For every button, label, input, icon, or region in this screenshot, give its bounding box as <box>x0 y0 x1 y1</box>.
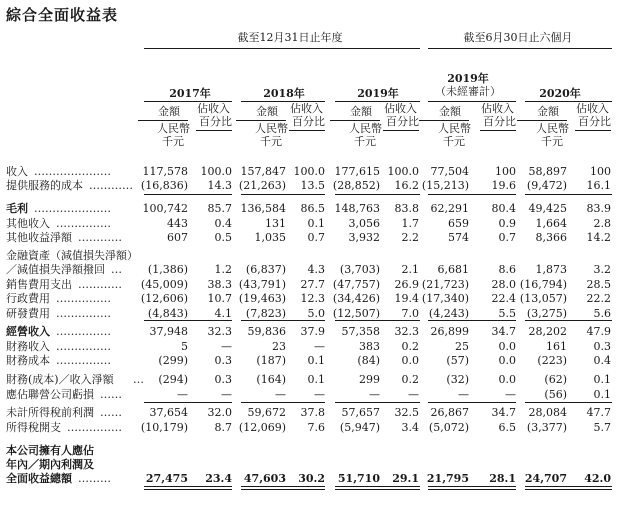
rmb-unit-line2: 千元 <box>443 135 465 148</box>
percent-cell: 4.1 <box>214 307 232 320</box>
amount-cell: (299) <box>158 354 188 367</box>
amount-cell: 177,615 <box>334 165 380 178</box>
amount-cell: 3,932 <box>348 231 380 244</box>
percent-cell: 1.7 <box>401 217 419 230</box>
percent-cell: 13.5 <box>300 179 325 192</box>
year-heading: 2020年 <box>539 87 581 100</box>
amount-cell: (7,823) <box>245 307 286 320</box>
percent-cell: 28.1 <box>489 472 516 485</box>
percent-cell: 2.2 <box>401 231 419 244</box>
percent-cell: 5.6 <box>593 307 611 320</box>
rmb-unit-line2: 千元 <box>354 135 376 148</box>
amount-cell: (4,243) <box>428 307 469 320</box>
percent-cell: 7.6 <box>307 421 325 434</box>
percent-cell: 47.9 <box>586 325 611 338</box>
percent-cell: 14.3 <box>207 179 232 192</box>
amount-cell: (1,386) <box>147 263 188 276</box>
percent-cell: 8.6 <box>498 263 516 276</box>
percent-cell: 0.9 <box>498 217 516 230</box>
leader-dots: …… <box>100 406 122 419</box>
percent-cell: — <box>314 388 325 401</box>
leader-dots: …………… <box>56 340 111 353</box>
percent-cell: 5.0 <box>307 307 325 320</box>
percent-cell: 2.8 <box>593 217 611 230</box>
percent-cell: — <box>314 340 325 353</box>
leader-dots: …………… <box>56 325 111 338</box>
amount-cell: (28,852) <box>332 179 380 192</box>
amount-cell: (16,794) <box>519 278 567 291</box>
percent-cell: 0.4 <box>593 354 611 367</box>
row-label: 研發費用 <box>6 307 50 320</box>
amount-cell: 607 <box>167 231 188 244</box>
percent-cell: 0.3 <box>593 340 611 353</box>
amount-cell: 24,707 <box>524 472 567 485</box>
amount-cell: (56) <box>544 388 567 401</box>
amount-cell: (12,069) <box>238 421 286 434</box>
row-label: 其他收益淨額 <box>6 231 72 244</box>
amount-cell: (84) <box>357 354 380 367</box>
percent-cell: 0.1 <box>593 388 611 401</box>
amount-cell: (32) <box>446 373 469 386</box>
percent-cell: 0.3 <box>214 354 232 367</box>
leader-dots: ………… <box>78 278 122 291</box>
percent-cell: 28.0 <box>491 278 516 291</box>
subheader-rule <box>383 130 419 131</box>
percent-cell: — <box>221 388 232 401</box>
amount-cell: 3,056 <box>348 217 380 230</box>
row-label: 金融資產（減值損失淨額） <box>6 249 138 262</box>
leader-dots: …………… <box>56 292 111 305</box>
percent-cell: 3.4 <box>401 421 419 434</box>
percent-cell: 0.7 <box>307 231 325 244</box>
amount-cell: (13,057) <box>519 292 567 305</box>
amount-cell: 25 <box>455 340 469 353</box>
pct-col-header-line2: 百分比 <box>483 115 516 128</box>
total-double-rule <box>428 486 516 490</box>
leader-dots: … <box>111 263 122 276</box>
amount-cell: 1,664 <box>535 217 567 230</box>
amount-cell: 6,681 <box>437 263 469 276</box>
pct-col-header-line2: 百分比 <box>292 115 325 128</box>
amount-cell: 148,763 <box>334 202 380 215</box>
percent-cell: 30.2 <box>298 472 325 485</box>
amount-cell: (294) <box>158 373 188 386</box>
total-double-rule <box>241 486 325 490</box>
amount-cell: 574 <box>448 231 469 244</box>
row-label: 所得稅開支 <box>6 421 61 434</box>
amount-cell: (16,836) <box>140 179 188 192</box>
amount-cell: (9,472) <box>526 179 567 192</box>
percent-cell: 0.1 <box>307 354 325 367</box>
amount-cell: 47,603 <box>243 472 286 485</box>
percent-cell: 100 <box>495 165 516 178</box>
row-label: 行政費用 <box>6 292 50 305</box>
rmb-unit-line1: 人民幣 <box>536 122 569 135</box>
row-label: 收入 <box>6 165 28 178</box>
subtotal-rule <box>335 320 420 321</box>
rmb-unit-line1: 人民幣 <box>349 122 382 135</box>
subheader-rule <box>517 120 567 121</box>
subtotal-rule <box>525 320 612 321</box>
amount-cell: 21,795 <box>426 472 469 485</box>
amount-cell: 59,672 <box>247 406 286 419</box>
pct-col-header-line1: 佔收入 <box>384 102 417 115</box>
percent-cell: 12.3 <box>300 292 325 305</box>
amount-cell: 57,358 <box>341 325 380 338</box>
amount-cell: (3,703) <box>339 263 380 276</box>
amount-cell: (5,072) <box>428 421 469 434</box>
total-double-rule <box>144 486 232 490</box>
percent-cell: 0.0 <box>401 354 419 367</box>
row-label: 財務(成本)／收入淨額 <box>6 373 114 386</box>
pct-col-header-line1: 佔收入 <box>576 102 609 115</box>
amount-cell: (187) <box>256 354 286 367</box>
percent-cell: 3.2 <box>593 263 611 276</box>
amount-cell: 59,836 <box>247 325 286 338</box>
amount-cell: 23 <box>272 340 286 353</box>
percent-cell: — <box>505 388 516 401</box>
subtotal-rule <box>241 194 325 195</box>
amount-cell: 58,897 <box>528 165 567 178</box>
pct-col-header-line1: 佔收入 <box>481 102 514 115</box>
percent-cell: 0.1 <box>307 373 325 386</box>
percent-cell: 23.4 <box>205 472 232 485</box>
row-label: 全面收益總額 <box>6 472 72 485</box>
amount-col-header: 金額 <box>350 105 372 118</box>
amount-cell: 8,366 <box>535 231 567 244</box>
amount-cell: (3,377) <box>526 421 567 434</box>
percent-cell: 100.0 <box>200 165 232 178</box>
subheader-rule <box>196 130 232 131</box>
subheader-rule <box>419 120 469 121</box>
percent-cell: 32.3 <box>394 325 419 338</box>
percent-cell: 0.3 <box>214 373 232 386</box>
percent-cell: 28.5 <box>586 278 611 291</box>
percent-cell: 5.5 <box>498 307 516 320</box>
percent-cell: 26.9 <box>394 278 419 291</box>
leader-dots: …………… <box>67 421 122 434</box>
percent-cell: 0.0 <box>498 354 516 367</box>
pct-col-header-line2: 百分比 <box>386 115 419 128</box>
year-heading: 2019年 <box>447 72 489 85</box>
percent-cell: 0.2 <box>401 373 419 386</box>
amount-cell: 49,425 <box>528 202 567 215</box>
amount-cell: 100,742 <box>142 202 188 215</box>
amount-cell: 1,035 <box>254 231 286 244</box>
amount-cell: (62) <box>544 373 567 386</box>
leader-dots: …………… <box>56 307 111 320</box>
amount-cell: (34,426) <box>332 292 380 305</box>
percent-cell: 27.7 <box>300 278 325 291</box>
amount-cell: 299 <box>359 373 380 386</box>
percent-cell: 0.1 <box>307 217 325 230</box>
amount-cell: — <box>275 388 286 401</box>
percent-cell: 32.5 <box>394 406 419 419</box>
percent-cell: 32.0 <box>207 406 232 419</box>
percent-cell: 16.2 <box>394 179 419 192</box>
amount-cell: — <box>458 388 469 401</box>
percent-cell: 7.0 <box>401 307 419 320</box>
leader-dots: …………… <box>56 217 111 230</box>
amount-cell: (12,606) <box>140 292 188 305</box>
subtotal-rule <box>144 194 232 195</box>
percent-cell: 42.0 <box>584 472 611 485</box>
group-header-year-ended: 截至12月31日止年度 <box>237 31 343 44</box>
rmb-unit-line1: 人民幣 <box>438 122 471 135</box>
pct-col-header-line2: 百分比 <box>199 115 232 128</box>
amount-cell: 26,867 <box>430 406 469 419</box>
amount-cell: (5,947) <box>339 421 380 434</box>
subtotal-rule <box>335 194 420 195</box>
subtotal-rule <box>428 320 516 321</box>
amount-cell: (19,463) <box>238 292 286 305</box>
amount-cell: (15,213) <box>421 179 469 192</box>
percent-cell: 14.2 <box>586 231 611 244</box>
percent-cell: 0.4 <box>214 217 232 230</box>
row-label: 本公司擁有人應佔 <box>6 444 94 457</box>
amount-cell: (45,009) <box>140 278 188 291</box>
percent-cell: 34.7 <box>491 406 516 419</box>
subtotal-rule <box>241 320 325 321</box>
pct-col-header-line1: 佔收入 <box>290 102 323 115</box>
percent-cell: 32.3 <box>207 325 232 338</box>
amount-cell: 5 <box>181 340 188 353</box>
percent-cell: 2.1 <box>401 263 419 276</box>
subtotal-rule <box>428 402 516 403</box>
row-label: 毛利 <box>6 202 28 215</box>
percent-cell: 80.4 <box>491 202 516 215</box>
percent-cell: 38.3 <box>207 278 232 291</box>
percent-cell: 34.7 <box>491 325 516 338</box>
subtotal-rule <box>144 320 232 321</box>
percent-cell: 83.8 <box>394 202 419 215</box>
percent-cell: 86.5 <box>300 202 325 215</box>
rmb-unit-line1: 人民幣 <box>255 122 288 135</box>
amount-cell: 37,654 <box>149 406 188 419</box>
percent-cell: — <box>408 388 419 401</box>
subheader-rule <box>289 130 325 131</box>
subtotal-rule <box>335 402 420 403</box>
amount-cell: 62,291 <box>430 202 469 215</box>
amount-col-header: 金額 <box>256 105 278 118</box>
amount-cell: 28,202 <box>528 325 567 338</box>
row-label: 銷售費用支出 <box>6 278 72 291</box>
leader-dots: ……… <box>78 472 111 485</box>
percent-cell: 37.8 <box>300 406 325 419</box>
amount-cell: 157,847 <box>240 165 286 178</box>
subtotal-rule <box>428 194 516 195</box>
amount-col-header: 金額 <box>158 105 180 118</box>
unaudited-note: （未經審計） <box>435 85 501 98</box>
amount-cell: (164) <box>256 373 286 386</box>
percent-cell: 19.6 <box>491 179 516 192</box>
amount-cell: (12,507) <box>332 307 380 320</box>
percent-cell: 22.4 <box>491 292 516 305</box>
amount-cell: (17,340) <box>421 292 469 305</box>
amount-cell: 57,657 <box>341 406 380 419</box>
row-label: 經營收入 <box>6 325 50 338</box>
amount-cell: 131 <box>265 217 286 230</box>
amount-cell: 37,948 <box>149 325 188 338</box>
subtotal-rule <box>241 402 325 403</box>
leader-dots: ………………… <box>34 202 111 215</box>
amount-cell: 443 <box>167 217 188 230</box>
percent-cell: 47.7 <box>586 406 611 419</box>
row-label: ／減值損失淨額撥回 <box>6 263 105 276</box>
percent-cell: 37.9 <box>300 325 325 338</box>
year-heading: 2017年 <box>169 87 211 100</box>
year-heading: 2019年 <box>357 87 399 100</box>
amount-cell: 26,899 <box>430 325 469 338</box>
amount-cell: 28,084 <box>528 406 567 419</box>
percent-cell: 4.3 <box>307 263 325 276</box>
page-title: 綜合全面收益表 <box>6 6 119 24</box>
percent-cell: 19.4 <box>394 292 419 305</box>
row-label: 其他收入 <box>6 217 50 230</box>
rmb-unit-line2: 千元 <box>260 135 282 148</box>
amount-cell: (3,275) <box>526 307 567 320</box>
row-label: 提供服務的成本 <box>6 179 83 192</box>
percent-cell: 0.1 <box>593 373 611 386</box>
pct-col-header-line2: 百分比 <box>578 115 611 128</box>
amount-col-header: 金額 <box>537 105 559 118</box>
subtotal-rule <box>525 402 612 403</box>
total-double-rule <box>525 486 612 490</box>
amount-cell: (4,843) <box>147 307 188 320</box>
group-header-rule <box>144 48 420 49</box>
amount-cell: (21,263) <box>238 179 286 192</box>
amount-cell: 77,504 <box>430 165 469 178</box>
group-header-six-months: 截至6月30日止六個月 <box>463 31 573 44</box>
row-label: 財務收入 <box>6 340 50 353</box>
subtotal-rule <box>525 194 612 195</box>
row-label: 財務成本 <box>6 354 50 367</box>
percent-cell: — <box>221 340 232 353</box>
year-heading: 2018年 <box>263 87 305 100</box>
amount-cell: 161 <box>546 340 567 353</box>
percent-cell: 10.7 <box>207 292 232 305</box>
leader-dots: … <box>133 373 144 386</box>
percent-cell: 0.5 <box>214 231 232 244</box>
percent-cell: 100.0 <box>387 165 419 178</box>
subheader-rule <box>575 130 611 131</box>
amount-cell: (10,179) <box>140 421 188 434</box>
subheader-rule <box>330 120 380 121</box>
percent-cell: 100.0 <box>293 165 325 178</box>
percent-cell: 0.2 <box>401 340 419 353</box>
amount-cell: (21,723) <box>421 278 469 291</box>
leader-dots: ………………… <box>34 165 111 178</box>
percent-cell: 83.9 <box>586 202 611 215</box>
amount-cell: 27,475 <box>145 472 188 485</box>
row-label: 未計所得稅前利潤 <box>6 406 94 419</box>
amount-cell: 659 <box>448 217 469 230</box>
leader-dots: …………… <box>56 354 111 367</box>
row-label: 應佔聯營公司虧損 <box>6 388 94 401</box>
leader-dots: ………… <box>78 231 122 244</box>
percent-cell: 16.1 <box>586 179 611 192</box>
amount-cell: 136,584 <box>240 202 286 215</box>
subheader-rule <box>138 120 188 121</box>
rmb-unit-line1: 人民幣 <box>157 122 190 135</box>
percent-cell: 22.2 <box>586 292 611 305</box>
subtotal-rule <box>144 402 232 403</box>
amount-cell: (47,757) <box>332 278 380 291</box>
leader-dots: ………… <box>89 179 133 192</box>
amount-cell: 383 <box>359 340 380 353</box>
amount-cell: (223) <box>537 354 567 367</box>
row-label: 年內／期內利潤及 <box>6 458 94 471</box>
amount-col-header: 金額 <box>439 105 461 118</box>
amount-cell: (43,791) <box>238 278 286 291</box>
percent-cell: 0.0 <box>498 340 516 353</box>
percent-cell: 5.7 <box>593 421 611 434</box>
leader-dots: …… <box>100 388 122 401</box>
percent-cell: 0.0 <box>498 373 516 386</box>
group-header-rule <box>428 48 612 49</box>
amount-cell: (6,837) <box>245 263 286 276</box>
percent-cell: 100 <box>590 165 611 178</box>
amount-cell: (57) <box>446 354 469 367</box>
amount-cell: 51,710 <box>337 472 380 485</box>
percent-cell: 85.7 <box>207 202 232 215</box>
amount-cell: — <box>369 388 380 401</box>
amount-cell: — <box>177 388 188 401</box>
subheader-rule <box>480 130 516 131</box>
pct-col-header-line1: 佔收入 <box>197 102 230 115</box>
percent-cell: 1.2 <box>214 263 232 276</box>
total-double-rule <box>335 486 420 490</box>
rmb-unit-line2: 千元 <box>541 135 563 148</box>
amount-cell: 1,873 <box>535 263 567 276</box>
percent-cell: 0.7 <box>498 231 516 244</box>
subheader-rule <box>236 120 286 121</box>
percent-cell: 6.5 <box>498 421 516 434</box>
rmb-unit-line2: 千元 <box>162 135 184 148</box>
percent-cell: 29.1 <box>392 472 419 485</box>
percent-cell: 8.7 <box>214 421 232 434</box>
amount-cell: 117,578 <box>142 165 188 178</box>
